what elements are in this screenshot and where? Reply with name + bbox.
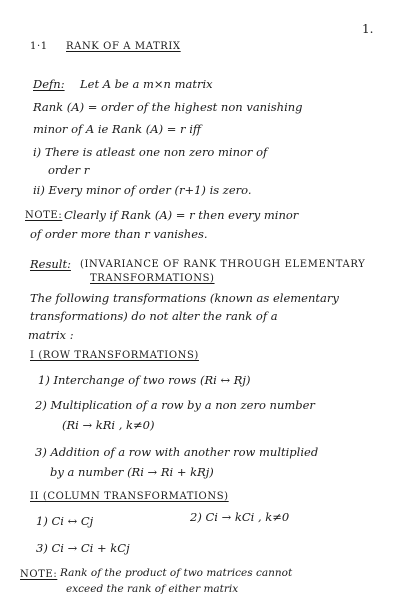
row-item-2-line-1: 2) Multiplication of a row by a non zero number	[35, 398, 315, 412]
definition-line-2: Rank (A) = order of the highest non vanishing	[33, 100, 303, 114]
column-item-2: 2) Ci → kCi , k≠0	[190, 510, 290, 524]
result-body-line-2: transformations) do not alter the rank of a	[30, 309, 278, 323]
note-2-line-2: exceed the rank of either matrix	[66, 583, 239, 595]
row-item-3-line-2: by a number (Ri → Ri + kRj)	[50, 465, 214, 479]
note-2-label: NOTE:	[20, 569, 58, 580]
row-item-3-line-1: 3) Addition of a row with another row multiplied	[35, 445, 319, 459]
note-1-line-2: of order more than r vanishes.	[30, 227, 208, 241]
condition-2: ii) Every minor of order (r+1) is zero.	[33, 183, 252, 197]
column-transformations-heading: II (COLUMN TRANSFORMATIONS)	[30, 491, 229, 502]
result-body-line-1: The following transformations (known as elementary	[30, 291, 339, 305]
row-transformations-heading: I (ROW TRANSFORMATIONS)	[30, 350, 199, 361]
column-item-3: 3) Ci → Ci + kCj	[36, 541, 130, 555]
note-2-line-1: Rank of the product of two matrices cannot	[60, 567, 293, 579]
column-item-1: 1) Ci ↔ Cj	[36, 514, 94, 528]
result-label: Result:	[30, 257, 71, 271]
note-1-line-1: Clearly if Rank (A) = r then every minor	[64, 208, 299, 222]
section-title: RANK OF A MATRIX	[66, 41, 181, 52]
condition-1-line-2: order r	[48, 163, 90, 177]
note-1-label: NOTE:	[25, 210, 63, 221]
row-item-1: 1) Interchange of two rows (Ri ↔ Rj)	[38, 373, 251, 387]
condition-1-line-1: i) There is atleast one non zero minor of	[33, 145, 268, 159]
page-number: 1.	[362, 22, 374, 36]
definition-line-3: minor of A ie Rank (A) = r iff	[33, 122, 202, 136]
section-number: 1·1	[30, 41, 48, 52]
result-body-line-3: matrix :	[28, 328, 74, 342]
definition-line-1: Let A be a m×n matrix	[80, 77, 213, 91]
definition-label: Defn:	[33, 77, 65, 91]
result-heading-line-2: TRANSFORMATIONS)	[90, 273, 215, 284]
result-heading-line-1: (INVARIANCE OF RANK THROUGH ELEMENTARY	[80, 259, 366, 270]
row-item-2-line-2: (Ri → kRi , k≠0)	[62, 418, 155, 432]
